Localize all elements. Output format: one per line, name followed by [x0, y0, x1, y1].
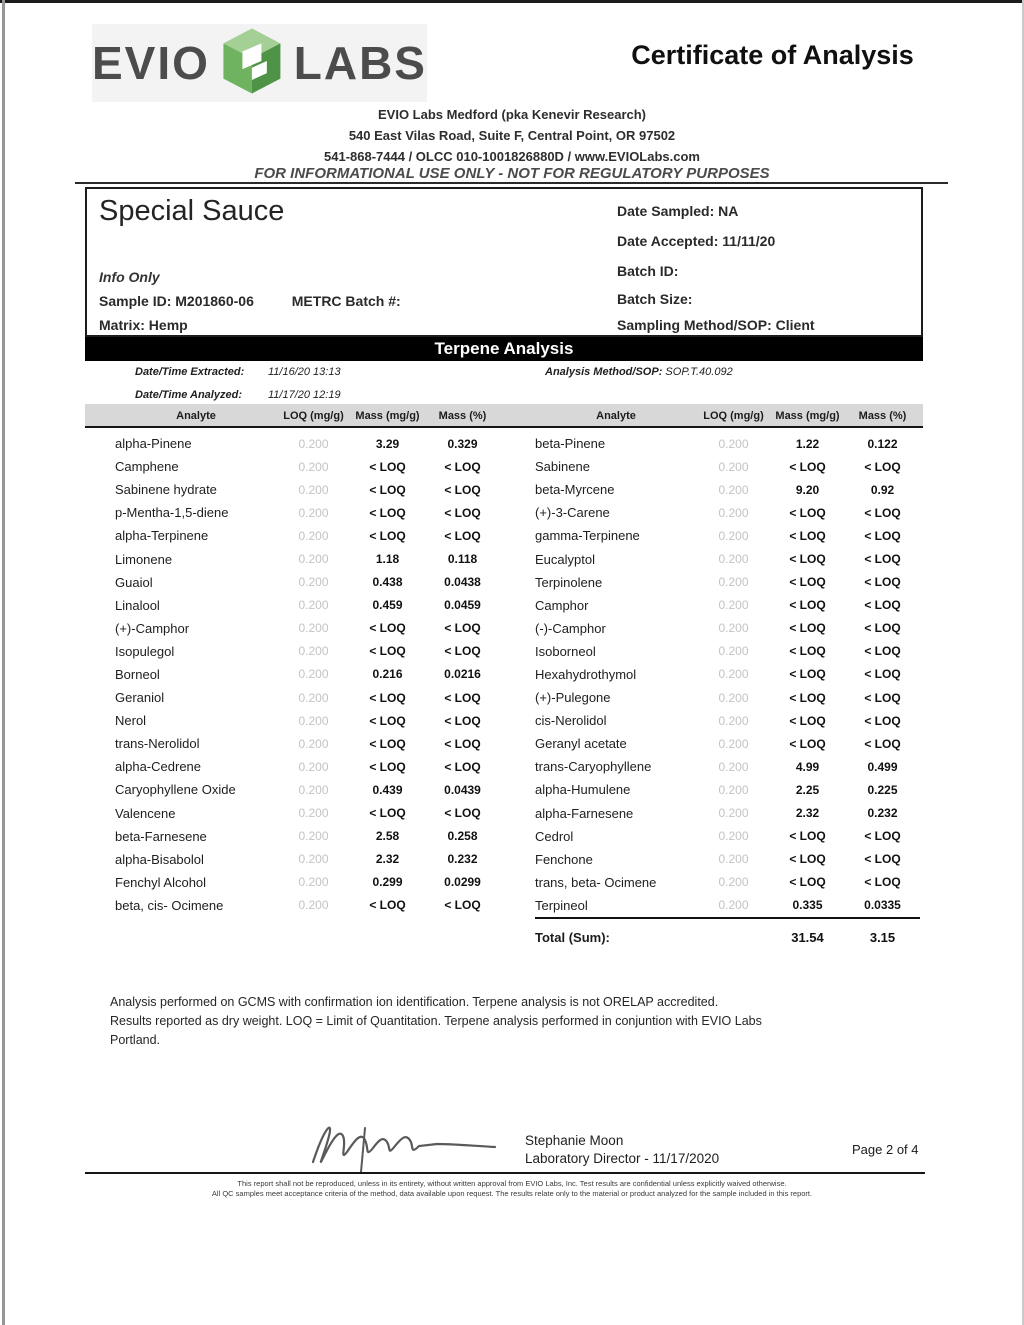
analyte-cell: (+)-3-Carene — [535, 505, 610, 521]
sample-info-box — [85, 187, 923, 337]
sample-id-label: Sample ID: — [99, 293, 172, 309]
loq-cell: 0.200 — [298, 898, 329, 913]
analyzed-label: Date/Time Analyzed: — [135, 389, 242, 401]
mass-cell: < LOQ — [369, 713, 406, 728]
mass-pct-cell: 0.499 — [867, 759, 898, 774]
analyte-cell: alpha-Cedrene — [115, 759, 202, 775]
table-row — [115, 478, 500, 501]
lab-name-line: EVIO Labs Medford (pka Kenevir Research) — [377, 107, 647, 122]
table-row — [535, 524, 920, 547]
signer-name: Stephanie Moon — [525, 1133, 624, 1148]
mass-cell: 1.22 — [795, 436, 820, 451]
table-row — [115, 686, 500, 709]
mass-pct-cell: < LOQ — [864, 644, 901, 659]
table-row — [535, 825, 920, 848]
mass-pct-cell: 0.0459 — [444, 598, 481, 613]
mass-cell: < LOQ — [789, 528, 826, 543]
mass-cell: < LOQ — [789, 736, 826, 751]
loq-cell: 0.200 — [718, 621, 749, 636]
mass-cell: < LOQ — [369, 898, 406, 913]
table-row — [535, 709, 920, 732]
analyte-cell: Sabinene — [535, 459, 590, 475]
mass-pct-cell: 0.258 — [447, 829, 478, 844]
analyte-cell: Sabinene hydrate — [115, 482, 217, 498]
analyte-cell: Camphene — [115, 459, 179, 475]
mass-pct-cell: 0.118 — [447, 552, 478, 567]
table-row — [115, 617, 500, 640]
mass-pct-cell: < LOQ — [864, 528, 901, 543]
mass-cell: 2.32 — [795, 806, 820, 821]
mass-pct-cell: < LOQ — [864, 575, 901, 590]
table-row — [535, 432, 920, 455]
loq-cell: 0.200 — [718, 598, 749, 613]
col-loq: LOQ (mg/g) — [703, 410, 764, 422]
total-mass-value: 31.54 — [791, 929, 824, 945]
table-row — [115, 825, 500, 848]
analyte-cell: gamma-Terpinene — [535, 528, 640, 544]
mass-pct-cell: < LOQ — [444, 459, 481, 474]
terpene-results-table-right — [535, 432, 920, 917]
page-top-edge — [0, 0, 1024, 3]
col-mass: Mass (mg/g) — [775, 410, 840, 422]
analyte-cell: trans-Nerolidol — [115, 736, 200, 752]
col-analyte: Analyte — [176, 410, 216, 422]
mass-cell: 2.25 — [795, 782, 820, 797]
mass-cell: < LOQ — [369, 690, 406, 705]
table-row — [115, 501, 500, 524]
lab-contact-line: 541-868-7444 / OLCC 010-1001826880D / www.EVIOLabs.com — [324, 149, 700, 164]
batch-size: Batch Size: — [617, 291, 693, 307]
table-row — [535, 732, 920, 755]
analyte-cell: Terpineol — [535, 897, 588, 913]
analyte-cell: (+)-Camphor — [115, 620, 190, 636]
terpene-results-table-left — [115, 432, 500, 917]
table-row — [115, 732, 500, 755]
mass-pct-cell: < LOQ — [864, 852, 901, 867]
analyte-cell: Caryophyllene Oxide — [115, 782, 236, 798]
notes-line: Analysis performed on GCMS with confirmation ion identification. Terpene analysis is not ORELAP accredited. — [110, 995, 719, 1009]
loq-cell: 0.200 — [298, 552, 329, 567]
mass-cell: < LOQ — [789, 505, 826, 520]
total-label: Total (Sum): — [535, 929, 610, 945]
analyte-cell: Limonene — [115, 551, 173, 567]
loq-cell: 0.200 — [718, 852, 749, 867]
sample-name: Special Sauce — [99, 195, 285, 227]
mass-pct-cell: 0.0438 — [444, 575, 481, 590]
mass-cell: < LOQ — [789, 713, 826, 728]
page-number: Page 2 of 4 — [852, 1142, 919, 1157]
total-divider-line — [535, 917, 920, 919]
loq-cell: 0.200 — [298, 482, 329, 497]
loq-cell: 0.200 — [298, 690, 329, 705]
analyte-cell: cis-Nerolidol — [535, 713, 607, 729]
mass-pct-cell: < LOQ — [864, 690, 901, 705]
mass-cell: < LOQ — [789, 667, 826, 682]
fine-print-line: This report shall not be reproduced, unless in its entirety, without written approval from EVIO Labs, Inc. Test results are confidential unless explicitly waived otherwise. — [237, 1179, 787, 1188]
analyte-cell: (-)-Camphor — [535, 620, 606, 636]
table-row — [115, 871, 500, 894]
table-row — [535, 594, 920, 617]
analyte-cell: alpha-Bisabolol — [115, 851, 204, 867]
analyte-cell: beta-Farnesene — [115, 828, 207, 844]
sampling-method: Sampling Method/SOP: Client — [617, 317, 815, 333]
table-row — [115, 524, 500, 547]
mass-pct-cell: 0.0335 — [864, 898, 901, 913]
loq-cell: 0.200 — [718, 875, 749, 890]
mass-pct-cell: < LOQ — [864, 829, 901, 844]
mass-cell: < LOQ — [789, 459, 826, 474]
analyte-cell: Eucalyptol — [535, 551, 595, 567]
mass-pct-cell: < LOQ — [444, 621, 481, 636]
analyte-cell: trans-Caryophyllene — [535, 759, 652, 775]
mass-cell: < LOQ — [369, 459, 406, 474]
table-row — [535, 894, 920, 917]
loq-cell: 0.200 — [298, 436, 329, 451]
signer-title-date: Laboratory Director - 11/17/2020 — [525, 1151, 720, 1166]
signature-scribble — [295, 1118, 525, 1174]
analyte-cell: Geranyl acetate — [535, 736, 627, 752]
loq-cell: 0.200 — [298, 875, 329, 890]
loq-cell: 0.200 — [298, 621, 329, 636]
mass-pct-cell: 0.0299 — [444, 875, 481, 890]
sample-id-row — [99, 293, 401, 309]
loq-cell: 0.200 — [718, 690, 749, 705]
batch-id: Batch ID: — [617, 263, 679, 279]
mass-pct-cell: 0.232 — [447, 852, 478, 867]
mass-pct-cell: 0.329 — [447, 436, 478, 451]
loq-cell: 0.200 — [718, 713, 749, 728]
loq-cell: 0.200 — [718, 528, 749, 543]
loq-cell: 0.200 — [718, 482, 749, 497]
mass-pct-cell: < LOQ — [444, 644, 481, 659]
loq-cell: 0.200 — [718, 505, 749, 520]
mass-cell: 2.32 — [375, 852, 400, 867]
extracted-row — [135, 366, 244, 378]
mass-pct-cell: < LOQ — [444, 806, 481, 821]
analyte-cell: p-Mentha-1,5-diene — [115, 505, 229, 521]
matrix-row — [99, 317, 188, 333]
terpene-analysis-header: Terpene Analysis — [85, 337, 923, 361]
mass-cell: < LOQ — [369, 621, 406, 636]
mass-cell: < LOQ — [789, 829, 826, 844]
table-row — [115, 594, 500, 617]
mass-cell: 2.58 — [375, 829, 400, 844]
table-row — [535, 501, 920, 524]
table-row — [535, 848, 920, 871]
lab-street-line: 540 East Vilas Road, Suite F, Central Point, OR 97502 — [348, 128, 676, 143]
loq-cell: 0.200 — [298, 575, 329, 590]
mass-cell: 0.438 — [372, 575, 403, 590]
loq-cell: 0.200 — [718, 782, 749, 797]
loq-cell: 0.200 — [298, 806, 329, 821]
mass-cell: 1.18 — [375, 552, 400, 567]
table-row — [535, 617, 920, 640]
mass-cell: < LOQ — [789, 644, 826, 659]
col-loq: LOQ (mg/g) — [283, 410, 344, 422]
loq-cell: 0.200 — [298, 713, 329, 728]
mass-pct-cell: 0.0439 — [444, 782, 481, 797]
table-row — [115, 455, 500, 478]
table-row — [535, 663, 920, 686]
mass-cell: 0.439 — [372, 782, 403, 797]
table-row — [535, 755, 920, 778]
table-row — [535, 686, 920, 709]
table-row — [115, 848, 500, 871]
loq-cell: 0.200 — [718, 667, 749, 682]
table-row — [535, 455, 920, 478]
mass-cell: 3.29 — [375, 436, 400, 451]
analyte-cell: Borneol — [115, 666, 160, 682]
date-accepted: Date Accepted: 11/11/20 — [617, 233, 776, 249]
table-row — [115, 802, 500, 825]
loq-cell: 0.200 — [298, 667, 329, 682]
total-pct-value: 3.15 — [869, 929, 896, 945]
col-analyte: Analyte — [596, 410, 636, 422]
table-row — [115, 778, 500, 801]
mass-pct-cell: < LOQ — [864, 713, 901, 728]
fine-print-line: All QC samples meet acceptance criteria of the method, data available upon request. The results relate only to the material or product analyzed for the sample included in this report. — [211, 1189, 813, 1198]
analyte-cell: trans, beta- Ocimene — [535, 874, 657, 890]
mass-cell: 0.299 — [372, 875, 403, 890]
mass-cell: < LOQ — [789, 621, 826, 636]
metrc-batch-label: METRC Batch #: — [291, 293, 401, 309]
loq-cell: 0.200 — [298, 759, 329, 774]
analyte-cell: alpha-Pinene — [115, 436, 192, 452]
col-mass: Mass (mg/g) — [355, 410, 420, 422]
mass-cell: < LOQ — [789, 575, 826, 590]
mass-pct-cell: < LOQ — [444, 482, 481, 497]
loq-cell: 0.200 — [718, 552, 749, 567]
loq-cell: 0.200 — [718, 829, 749, 844]
loq-cell: 0.200 — [298, 459, 329, 474]
table-row — [115, 709, 500, 732]
loq-cell: 0.200 — [718, 898, 749, 913]
analyte-cell: Camphor — [535, 597, 589, 613]
analyzed-row — [135, 389, 242, 401]
legal-fine-print — [88, 1179, 936, 1199]
mass-cell: 4.99 — [795, 759, 820, 774]
mass-pct-cell: < LOQ — [864, 505, 901, 520]
table-row — [535, 571, 920, 594]
mass-cell: 0.459 — [372, 598, 403, 613]
mass-pct-cell: < LOQ — [444, 690, 481, 705]
logo-evio-text: EVIO — [92, 37, 210, 89]
mass-cell: < LOQ — [789, 875, 826, 890]
loq-cell: 0.200 — [718, 759, 749, 774]
mass-pct-cell: < LOQ — [864, 667, 901, 682]
mass-pct-cell: < LOQ — [864, 875, 901, 890]
mass-pct-cell: 0.122 — [867, 436, 898, 451]
mass-pct-cell: 0.92 — [870, 482, 895, 497]
date-sampled: Date Sampled: NA — [617, 203, 739, 219]
total-row — [535, 924, 920, 950]
mass-cell: 0.335 — [792, 898, 823, 913]
analyte-cell: Fenchyl Alcohol — [115, 874, 207, 890]
loq-cell: 0.200 — [298, 852, 329, 867]
mass-pct-cell: < LOQ — [444, 528, 481, 543]
table-row — [115, 571, 500, 594]
loq-cell: 0.200 — [298, 505, 329, 520]
matrix-value: Hemp — [148, 317, 188, 333]
method-value: SOP.T.40.092 — [665, 366, 733, 378]
loq-cell: 0.200 — [718, 436, 749, 451]
col-mass-pct: Mass (%) — [858, 410, 907, 422]
method-row — [545, 366, 733, 378]
mass-pct-cell: < LOQ — [864, 459, 901, 474]
analyte-cell: beta, cis- Ocimene — [115, 897, 224, 913]
mass-cell: < LOQ — [369, 644, 406, 659]
mass-pct-cell: < LOQ — [864, 598, 901, 613]
loq-cell: 0.200 — [298, 736, 329, 751]
footer-divider-line — [85, 1172, 925, 1174]
table-row — [535, 547, 920, 570]
right-table-headers — [535, 404, 920, 428]
informational-use-note: FOR INFORMATIONAL USE ONLY - NOT FOR REGULATORY PURPOSES — [254, 165, 770, 182]
mass-cell: 9.20 — [795, 482, 820, 497]
loq-cell: 0.200 — [298, 782, 329, 797]
mass-cell: < LOQ — [369, 505, 406, 520]
table-row — [115, 432, 500, 455]
mass-pct-cell: < LOQ — [864, 552, 901, 567]
logo-labs-text: LABS — [293, 37, 427, 89]
loq-cell: 0.200 — [718, 575, 749, 590]
notes-line: Portland. — [110, 1033, 161, 1047]
extracted-value: 11/16/20 13:13 — [268, 366, 341, 378]
analyte-cell: Guaiol — [115, 574, 153, 590]
mass-cell: 0.216 — [372, 667, 403, 682]
analyte-cell: Geraniol — [115, 690, 165, 706]
mass-cell: < LOQ — [369, 806, 406, 821]
loq-cell: 0.200 — [718, 459, 749, 474]
analyte-cell: alpha-Farnesene — [535, 805, 634, 821]
left-table-headers — [115, 404, 500, 428]
analyte-cell: Valencene — [115, 805, 176, 821]
mass-pct-cell: < LOQ — [444, 736, 481, 751]
certificate-title: Certificate of Analysis — [631, 40, 914, 70]
lab-address-block — [162, 104, 862, 167]
page-left-edge — [2, 0, 5, 1325]
evio-labs-logo — [92, 24, 427, 102]
mass-pct-cell: < LOQ — [444, 713, 481, 728]
table-row — [115, 547, 500, 570]
analyte-cell: alpha-Humulene — [535, 782, 631, 798]
table-row — [535, 478, 920, 501]
mass-cell: < LOQ — [369, 759, 406, 774]
evio-cube-icon — [218, 25, 286, 101]
mass-cell: < LOQ — [369, 482, 406, 497]
mass-pct-cell: 0.232 — [867, 806, 898, 821]
sample-id-value: M201860-06 — [175, 293, 254, 309]
table-row — [535, 640, 920, 663]
info-only-label: Info Only — [99, 269, 160, 285]
analysis-notes — [110, 993, 850, 1050]
table-row — [535, 778, 920, 801]
table-row — [115, 640, 500, 663]
col-mass-pct: Mass (%) — [438, 410, 487, 422]
analyte-cell: (+)-Pulegone — [535, 690, 611, 706]
analyte-cell: Fenchone — [535, 851, 593, 867]
loq-cell: 0.200 — [718, 736, 749, 751]
mass-cell: < LOQ — [789, 598, 826, 613]
loq-cell: 0.200 — [298, 829, 329, 844]
mass-cell: < LOQ — [369, 528, 406, 543]
analyte-cell: beta-Pinene — [535, 436, 606, 452]
mass-pct-cell: < LOQ — [864, 621, 901, 636]
analyte-cell: Terpinolene — [535, 574, 603, 590]
mass-pct-cell: < LOQ — [444, 898, 481, 913]
loq-cell: 0.200 — [298, 598, 329, 613]
loq-cell: 0.200 — [718, 806, 749, 821]
notes-line: Results reported as dry weight. LOQ = Limit of Quantitation. Terpene analysis performed in conjuntion with EVIO Labs — [110, 1014, 762, 1028]
mass-pct-cell: 0.225 — [867, 782, 898, 797]
extracted-label: Date/Time Extracted: — [135, 366, 245, 378]
mass-pct-cell: 0.0216 — [444, 667, 481, 682]
loq-cell: 0.200 — [298, 528, 329, 543]
analyte-cell: Isoborneol — [535, 643, 596, 659]
table-row — [115, 894, 500, 917]
analyte-cell: Nerol — [115, 713, 147, 729]
table-header-band — [85, 404, 923, 428]
analyte-cell: alpha-Terpinene — [115, 528, 209, 544]
header-divider-line — [75, 182, 948, 184]
table-row — [535, 802, 920, 825]
mass-cell: < LOQ — [789, 852, 826, 867]
mass-pct-cell: < LOQ — [444, 505, 481, 520]
table-row — [535, 871, 920, 894]
analyte-cell: Linalool — [115, 597, 160, 613]
analyte-cell: Cedrol — [535, 828, 574, 844]
analyzed-value: 11/17/20 12:19 — [268, 389, 341, 401]
analyte-cell: beta-Myrcene — [535, 482, 615, 498]
loq-cell: 0.200 — [718, 644, 749, 659]
loq-cell: 0.200 — [298, 644, 329, 659]
analyte-cell: Hexahydrothymol — [535, 666, 637, 682]
analyte-cell: Isopulegol — [115, 643, 175, 659]
method-label: Analysis Method/SOP: — [545, 366, 663, 378]
mass-cell: < LOQ — [369, 736, 406, 751]
mass-pct-cell: < LOQ — [444, 759, 481, 774]
table-row — [115, 663, 500, 686]
mass-pct-cell: < LOQ — [864, 736, 901, 751]
matrix-label: Matrix: — [99, 317, 145, 333]
mass-cell: < LOQ — [789, 690, 826, 705]
table-row — [115, 755, 500, 778]
mass-cell: < LOQ — [789, 552, 826, 567]
